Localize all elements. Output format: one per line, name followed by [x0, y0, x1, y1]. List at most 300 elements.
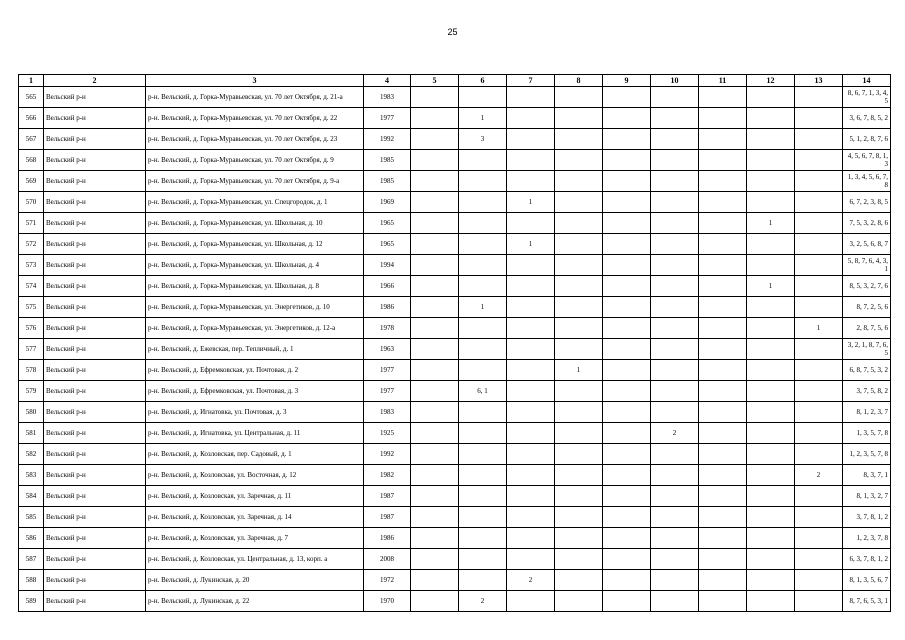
codes-cell: 6, 8, 7, 5, 3, 2	[843, 360, 891, 381]
address-cell: р-н. Вельский, д. Горка-Муравьевская, ул. Школьная, д. 8	[146, 276, 364, 297]
column-5-cell	[411, 297, 459, 318]
column-11-cell	[699, 318, 747, 339]
year-cell: 1970	[364, 591, 411, 612]
column-5-cell	[411, 591, 459, 612]
column-12-cell	[747, 423, 795, 444]
column-9-cell	[603, 360, 651, 381]
codes-cell: 1, 3, 5, 7, 8	[843, 423, 891, 444]
column-11-cell	[699, 129, 747, 150]
header-cell: 14	[843, 75, 891, 87]
column-7-cell	[507, 528, 555, 549]
column-8-cell	[555, 234, 603, 255]
column-5-cell	[411, 276, 459, 297]
column-13-cell: 1	[795, 318, 843, 339]
column-9-cell	[603, 234, 651, 255]
column-5-cell	[411, 381, 459, 402]
column-10-cell	[651, 360, 699, 381]
column-11-cell	[699, 423, 747, 444]
column-9-cell	[603, 507, 651, 528]
codes-cell: 1, 2, 3, 7, 8	[843, 528, 891, 549]
column-8-cell: 1	[555, 360, 603, 381]
column-8-cell	[555, 570, 603, 591]
column-9-cell	[603, 465, 651, 486]
address-cell: р-н. Вельский, д. Игнатовка, ул. Центральная, д. 11	[146, 423, 364, 444]
codes-cell: 2, 8, 7, 5, 6	[843, 318, 891, 339]
column-10-cell	[651, 444, 699, 465]
column-5-cell	[411, 339, 459, 360]
column-8-cell	[555, 528, 603, 549]
column-10-cell	[651, 591, 699, 612]
header-cell: 11	[699, 75, 747, 87]
column-8-cell	[555, 297, 603, 318]
address-cell: р-н. Вельский, д. Козловская, ул. Заречная, д. 7	[146, 528, 364, 549]
year-cell: 1987	[364, 486, 411, 507]
column-9-cell	[603, 171, 651, 192]
column-5-cell	[411, 507, 459, 528]
column-12-cell	[747, 108, 795, 129]
district-cell: Вельский р-н	[44, 507, 146, 528]
address-cell: р-н. Вельский, д. Горка-Муравьевская, ул. Школьная, д. 12	[146, 234, 364, 255]
year-cell: 1985	[364, 150, 411, 171]
column-10-cell	[651, 234, 699, 255]
district-cell: Вельский р-н	[44, 423, 146, 444]
year-cell: 1965	[364, 234, 411, 255]
column-9-cell	[603, 339, 651, 360]
column-6-cell	[459, 318, 507, 339]
year-cell: 1977	[364, 381, 411, 402]
district-cell: Вельский р-н	[44, 339, 146, 360]
column-11-cell	[699, 87, 747, 108]
column-12-cell	[747, 465, 795, 486]
column-6-cell	[459, 87, 507, 108]
header-row	[19, 75, 891, 87]
row-number-cell: 567	[19, 129, 44, 150]
column-6-cell: 3	[459, 129, 507, 150]
column-10-cell	[651, 318, 699, 339]
district-cell: Вельский р-н	[44, 591, 146, 612]
district-cell: Вельский р-н	[44, 276, 146, 297]
column-9-cell	[603, 192, 651, 213]
column-6-cell	[459, 507, 507, 528]
row-number-cell: 566	[19, 108, 44, 129]
codes-cell: 3, 6, 7, 8, 5, 2	[843, 108, 891, 129]
column-5-cell	[411, 528, 459, 549]
column-11-cell	[699, 528, 747, 549]
column-7-cell	[507, 402, 555, 423]
column-9-cell	[603, 297, 651, 318]
column-12-cell	[747, 360, 795, 381]
column-12-cell	[747, 339, 795, 360]
column-6-cell	[459, 465, 507, 486]
column-6-cell	[459, 234, 507, 255]
address-cell: р-н. Вельский, д. Ефремковская, ул. Почтовая, д. 2	[146, 360, 364, 381]
column-7-cell	[507, 276, 555, 297]
column-6-cell	[459, 255, 507, 276]
column-10-cell	[651, 213, 699, 234]
column-8-cell	[555, 129, 603, 150]
address-cell: р-н. Вельский, д. Горка-Муравьевская, ул. Спецгородок, д. 1	[146, 192, 364, 213]
address-cell: р-н. Вельский, д. Козловская, ул. Заречная, д. 14	[146, 507, 364, 528]
year-cell: 1977	[364, 108, 411, 129]
row-number-cell: 579	[19, 381, 44, 402]
column-5-cell	[411, 423, 459, 444]
column-9-cell	[603, 276, 651, 297]
column-6-cell	[459, 213, 507, 234]
table-row	[19, 402, 891, 423]
table-body	[19, 87, 891, 612]
column-9-cell	[603, 570, 651, 591]
year-cell: 1925	[364, 423, 411, 444]
column-8-cell	[555, 192, 603, 213]
table-row	[19, 423, 891, 444]
column-11-cell	[699, 507, 747, 528]
column-10-cell	[651, 402, 699, 423]
row-number-cell: 578	[19, 360, 44, 381]
address-cell: р-н. Вельский, д. Горка-Муравьевская, ул. 70 лет Октября, д. 21-а	[146, 87, 364, 108]
address-cell: р-н. Вельский, д. Горка-Муравьевская, ул. Энергетиков, д. 12-а	[146, 318, 364, 339]
table-row	[19, 549, 891, 570]
column-9-cell	[603, 318, 651, 339]
table-row	[19, 381, 891, 402]
column-5-cell	[411, 318, 459, 339]
row-number-cell: 572	[19, 234, 44, 255]
column-6-cell	[459, 360, 507, 381]
district-cell: Вельский р-н	[44, 444, 146, 465]
column-8-cell	[555, 171, 603, 192]
column-8-cell	[555, 549, 603, 570]
column-9-cell	[603, 528, 651, 549]
column-13-cell	[795, 486, 843, 507]
column-11-cell	[699, 213, 747, 234]
row-number-cell: 575	[19, 297, 44, 318]
column-11-cell	[699, 339, 747, 360]
row-number-cell: 589	[19, 591, 44, 612]
column-7-cell	[507, 108, 555, 129]
column-7-cell	[507, 150, 555, 171]
column-7-cell	[507, 318, 555, 339]
column-6-cell: 1	[459, 297, 507, 318]
column-6-cell	[459, 402, 507, 423]
year-cell: 1985	[364, 171, 411, 192]
codes-cell: 3, 7, 5, 8, 2	[843, 381, 891, 402]
column-12-cell	[747, 528, 795, 549]
row-number-cell: 568	[19, 150, 44, 171]
table-row	[19, 507, 891, 528]
row-number-cell: 570	[19, 192, 44, 213]
column-12-cell	[747, 318, 795, 339]
address-cell: р-н. Вельский, д. Горка-Муравьевская, ул. 70 лет Октября, д. 22	[146, 108, 364, 129]
table-row	[19, 87, 891, 108]
column-12-cell	[747, 507, 795, 528]
column-11-cell	[699, 549, 747, 570]
column-6-cell: 6, 1	[459, 381, 507, 402]
column-5-cell	[411, 150, 459, 171]
address-cell: р-н. Вельский, д. Игнатовка, ул. Почтовая, д. 3	[146, 402, 364, 423]
column-10-cell	[651, 549, 699, 570]
district-cell: Вельский р-н	[44, 255, 146, 276]
column-13-cell	[795, 255, 843, 276]
column-11-cell	[699, 486, 747, 507]
column-7-cell: 2	[507, 570, 555, 591]
year-cell: 1992	[364, 444, 411, 465]
column-7-cell	[507, 360, 555, 381]
column-11-cell	[699, 465, 747, 486]
column-5-cell	[411, 549, 459, 570]
column-10-cell	[651, 507, 699, 528]
column-13-cell	[795, 591, 843, 612]
year-cell: 2008	[364, 549, 411, 570]
column-7-cell: 1	[507, 234, 555, 255]
year-cell: 1982	[364, 465, 411, 486]
year-cell: 1969	[364, 192, 411, 213]
address-cell: р-н. Вельский, д. Ефремковская, ул. Почтовая, д. 3	[146, 381, 364, 402]
codes-cell: 5, 8, 7, 6, 4, 3, 1	[843, 255, 891, 276]
column-8-cell	[555, 108, 603, 129]
column-10-cell	[651, 486, 699, 507]
column-8-cell	[555, 150, 603, 171]
column-10-cell	[651, 255, 699, 276]
column-13-cell	[795, 339, 843, 360]
column-5-cell	[411, 402, 459, 423]
codes-cell: 6, 3, 7, 8, 1, 2	[843, 549, 891, 570]
column-8-cell	[555, 318, 603, 339]
column-6-cell: 1	[459, 108, 507, 129]
column-10-cell	[651, 381, 699, 402]
column-12-cell: 1	[747, 213, 795, 234]
district-cell: Вельский р-н	[44, 297, 146, 318]
column-9-cell	[603, 423, 651, 444]
row-number-cell: 574	[19, 276, 44, 297]
column-7-cell	[507, 591, 555, 612]
year-cell: 1986	[364, 528, 411, 549]
column-9-cell	[603, 150, 651, 171]
column-11-cell	[699, 255, 747, 276]
column-10-cell	[651, 129, 699, 150]
column-12-cell	[747, 150, 795, 171]
column-10-cell	[651, 276, 699, 297]
codes-cell: 8, 7, 6, 5, 3, 1	[843, 591, 891, 612]
row-number-cell: 580	[19, 402, 44, 423]
column-6-cell	[459, 528, 507, 549]
district-cell: Вельский р-н	[44, 465, 146, 486]
column-6-cell	[459, 444, 507, 465]
column-10-cell: 2	[651, 423, 699, 444]
column-12-cell	[747, 486, 795, 507]
address-cell: р-н. Вельский, д. Горка-Муравьевская, ул. 70 лет Октября, д. 23	[146, 129, 364, 150]
table-row	[19, 255, 891, 276]
row-number-cell: 576	[19, 318, 44, 339]
table-row	[19, 297, 891, 318]
column-11-cell	[699, 276, 747, 297]
row-number-cell: 583	[19, 465, 44, 486]
column-7-cell	[507, 486, 555, 507]
district-cell: Вельский р-н	[44, 570, 146, 591]
column-6-cell	[459, 171, 507, 192]
address-cell: р-н. Вельский, д. Горка-Муравьевская, ул. 70 лет Октября, д. 9-а	[146, 171, 364, 192]
header-cell: 2	[44, 75, 146, 87]
codes-cell: 5, 1, 2, 8, 7, 6	[843, 129, 891, 150]
district-cell: Вельский р-н	[44, 402, 146, 423]
row-number-cell: 582	[19, 444, 44, 465]
column-8-cell	[555, 444, 603, 465]
column-5-cell	[411, 213, 459, 234]
column-5-cell	[411, 570, 459, 591]
year-cell: 1972	[364, 570, 411, 591]
table-row	[19, 465, 891, 486]
header-cell: 4	[364, 75, 411, 87]
address-cell: р-н. Вельский, д. Лукинская, д. 20	[146, 570, 364, 591]
address-cell: р-н. Вельский, д. Лукинская, д. 22	[146, 591, 364, 612]
address-cell: р-н. Вельский, д. Горка-Муравьевская, ул. Школьная, д. 4	[146, 255, 364, 276]
district-cell: Вельский р-н	[44, 213, 146, 234]
codes-cell: 8, 5, 3, 2, 7, 6	[843, 276, 891, 297]
row-number-cell: 581	[19, 423, 44, 444]
column-5-cell	[411, 129, 459, 150]
header-cell: 10	[651, 75, 699, 87]
column-8-cell	[555, 423, 603, 444]
district-cell: Вельский р-н	[44, 486, 146, 507]
column-5-cell	[411, 234, 459, 255]
column-12-cell	[747, 381, 795, 402]
column-7-cell	[507, 465, 555, 486]
column-12-cell	[747, 549, 795, 570]
row-number-cell: 584	[19, 486, 44, 507]
column-13-cell	[795, 444, 843, 465]
column-8-cell	[555, 213, 603, 234]
column-10-cell	[651, 108, 699, 129]
codes-cell: 4, 5, 6, 7, 8, 1, 3	[843, 150, 891, 171]
column-12-cell	[747, 444, 795, 465]
address-cell: р-н. Вельский, д. Горка-Муравьевская, ул. Школьная, д. 10	[146, 213, 364, 234]
column-5-cell	[411, 87, 459, 108]
header-cell: 12	[747, 75, 795, 87]
codes-cell: 8, 3, 7, 1	[843, 465, 891, 486]
column-9-cell	[603, 255, 651, 276]
column-10-cell	[651, 297, 699, 318]
codes-cell: 8, 1, 3, 2, 7	[843, 486, 891, 507]
column-5-cell	[411, 486, 459, 507]
column-6-cell	[459, 549, 507, 570]
column-6-cell: 2	[459, 591, 507, 612]
column-12-cell	[747, 297, 795, 318]
column-12-cell	[747, 234, 795, 255]
column-8-cell	[555, 339, 603, 360]
column-10-cell	[651, 171, 699, 192]
column-11-cell	[699, 108, 747, 129]
year-cell: 1994	[364, 255, 411, 276]
column-11-cell	[699, 570, 747, 591]
column-7-cell	[507, 255, 555, 276]
table-row	[19, 150, 891, 171]
codes-cell: 8, 1, 2, 3, 7	[843, 402, 891, 423]
column-13-cell	[795, 129, 843, 150]
address-cell: р-н. Вельский, д. Ежевская, пер. Тепличный, д. 1	[146, 339, 364, 360]
column-6-cell	[459, 276, 507, 297]
column-12-cell	[747, 402, 795, 423]
column-11-cell	[699, 591, 747, 612]
district-cell: Вельский р-н	[44, 192, 146, 213]
column-13-cell	[795, 423, 843, 444]
column-11-cell	[699, 150, 747, 171]
column-13-cell	[795, 87, 843, 108]
year-cell: 1986	[364, 297, 411, 318]
year-cell: 1983	[364, 87, 411, 108]
column-11-cell	[699, 234, 747, 255]
column-5-cell	[411, 444, 459, 465]
column-10-cell	[651, 87, 699, 108]
column-13-cell	[795, 570, 843, 591]
column-12-cell: 1	[747, 276, 795, 297]
column-6-cell	[459, 423, 507, 444]
row-number-cell: 573	[19, 255, 44, 276]
column-8-cell	[555, 255, 603, 276]
column-9-cell	[603, 129, 651, 150]
column-11-cell	[699, 360, 747, 381]
column-13-cell	[795, 192, 843, 213]
header-cell: 5	[411, 75, 459, 87]
district-cell: Вельский р-н	[44, 360, 146, 381]
table-row	[19, 234, 891, 255]
column-12-cell	[747, 255, 795, 276]
column-9-cell	[603, 591, 651, 612]
column-11-cell	[699, 402, 747, 423]
row-number-cell: 588	[19, 570, 44, 591]
row-number-cell: 569	[19, 171, 44, 192]
column-10-cell	[651, 570, 699, 591]
header-cell: 13	[795, 75, 843, 87]
column-7-cell	[507, 339, 555, 360]
column-12-cell	[747, 591, 795, 612]
column-13-cell	[795, 171, 843, 192]
table-row	[19, 528, 891, 549]
column-10-cell	[651, 192, 699, 213]
header-cell: 7	[507, 75, 555, 87]
column-10-cell	[651, 150, 699, 171]
column-6-cell	[459, 150, 507, 171]
address-cell: р-н. Вельский, д. Козловская, ул. Заречная, д. 11	[146, 486, 364, 507]
column-13-cell	[795, 234, 843, 255]
column-12-cell	[747, 570, 795, 591]
column-8-cell	[555, 486, 603, 507]
column-8-cell	[555, 507, 603, 528]
year-cell: 1987	[364, 507, 411, 528]
codes-cell: 3, 2, 5, 6, 8, 7	[843, 234, 891, 255]
table-row	[19, 213, 891, 234]
district-cell: Вельский р-н	[44, 318, 146, 339]
column-10-cell	[651, 339, 699, 360]
column-5-cell	[411, 465, 459, 486]
column-13-cell	[795, 213, 843, 234]
address-cell: р-н. Вельский, д. Козловская, ул. Восточная, д. 12	[146, 465, 364, 486]
address-cell: р-н. Вельский, д. Горка-Муравьевская, ул. 70 лет Октября, д. 9	[146, 150, 364, 171]
year-cell: 1978	[364, 318, 411, 339]
year-cell: 1963	[364, 339, 411, 360]
column-11-cell	[699, 297, 747, 318]
codes-cell: 3, 7, 8, 1, 2	[843, 507, 891, 528]
column-13-cell	[795, 549, 843, 570]
district-cell: Вельский р-н	[44, 381, 146, 402]
table-row	[19, 108, 891, 129]
table-row	[19, 276, 891, 297]
header-cell: 1	[19, 75, 44, 87]
column-13-cell	[795, 381, 843, 402]
column-7-cell	[507, 549, 555, 570]
column-12-cell	[747, 129, 795, 150]
column-7-cell	[507, 129, 555, 150]
district-cell: Вельский р-н	[44, 528, 146, 549]
column-9-cell	[603, 213, 651, 234]
column-12-cell	[747, 171, 795, 192]
